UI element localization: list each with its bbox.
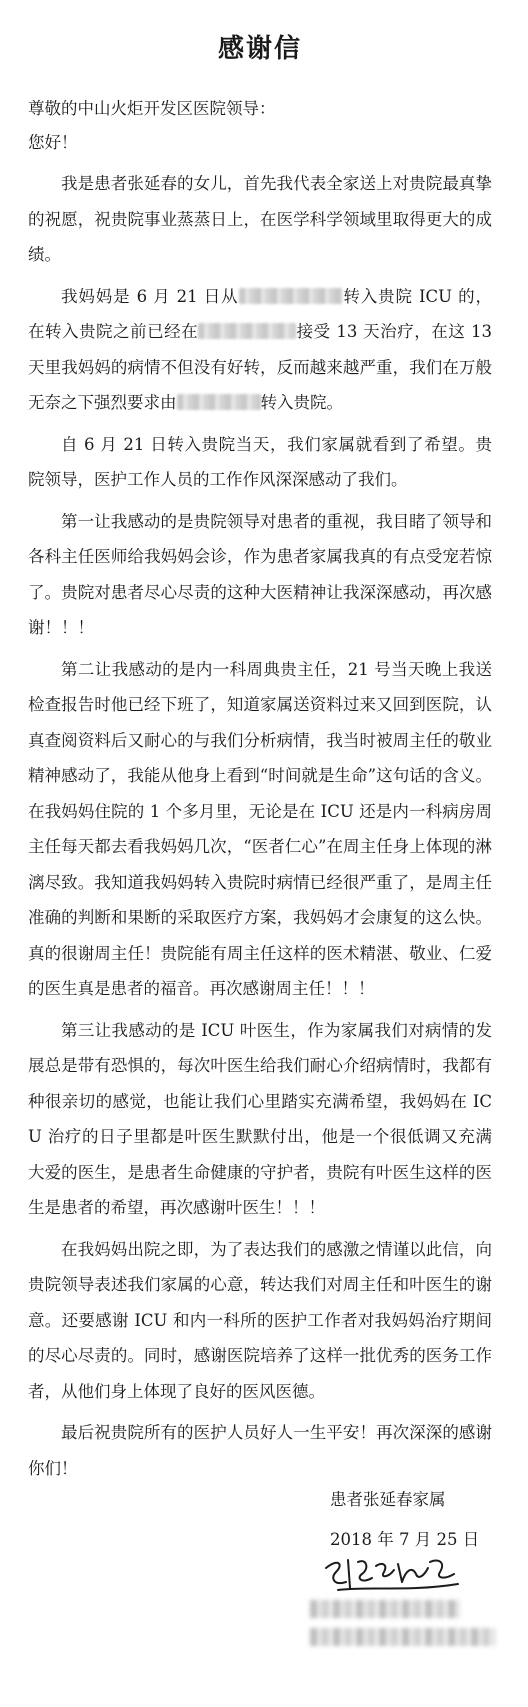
signoff-name: 患者张延春家属 [330, 1490, 446, 1509]
paragraph-3: 自 6 月 21 日转入贵院当天，我们家属就看到了希望。贵院领导，医护工作人员的工作作风深深感动了我们。 [28, 434, 492, 489]
signoff-date: 2018 年 7 月 25 日 [330, 1530, 480, 1549]
paragraph-5: 第二让我感动的是内一科周典贵主任，21 号当天晚上我送检查报告时他已经下班了，知道家属送资料过来又回到医院，认真查阅资料后又耐心的与我们分析病情，我当时被周主任的敬业精神感动了，我能从他身上看到“时间就是生命”这句话的含义。在我妈妈住院的 1 个多月里，无论是在 ICU 还是内一科病房周主任每天都去看我妈妈几次，“医者仁心”在周主任身上体现的淋漓尽致。我知道我妈妈转入贵院时病情已经很严重了，是周主任准确的判断和果断的采取医疗方案，我妈妈才会康复的这么快。真的很谢周主任！贵院能有周主任这样的医术精湛、敬业、仁爱的医生真是患者的福音。再次感谢周主任！！！ [28, 659, 492, 998]
redacted-hospital-name [177, 394, 261, 410]
salutation: 尊敬的中山火炬开发区医院领导： [28, 99, 276, 118]
redacted-contact-info [310, 1600, 500, 1660]
paragraph-2 [28, 279, 492, 421]
redacted-hospital-name [239, 288, 343, 304]
letter-title: 感谢信 [217, 34, 302, 64]
paragraph-6: 第三让我感动的是 ICU 叶医生，作为家属我们对病情的发展总是带有恐惧的，每次叶医生给我们耐心介绍病情时，我都有种很亲切的感觉，也能让我们心里踏实充满希望，我妈妈在 ICU 治疗的日子里都是叶医生默默付出，他是一个很低调又充满大爱的医生，是患者生命健康的守护者，贵院有叶医生这样的医生是患者的希望，再次感谢叶医生！！！ [28, 1020, 492, 1217]
paragraph-1: 我是患者张延春的女儿，首先我代表全家送上对贵院最真挚的祝愿，祝贵院事业蒸蒸日上，在医学科学领域里取得更大的成绩。 [28, 174, 492, 264]
redacted-hospital-name [198, 323, 296, 339]
paragraph-2-part-c: 接受 13 天治疗，在这 13 天里我妈妈的病情不但没有好转，反而越来越严重，我们在万般无奈之下强烈要求由 [28, 322, 492, 412]
paragraph-7: 在我妈妈出院之即，为了表达我们的感激之情谨以此信，向贵院领导表述我们家属的心意，转达我们对周主任和叶医生的谢意。还要感谢 ICU 和内一科所的医护工作者对我妈妈治疗期间的尽心尽责的。同时，感谢医院培养了这样一批优秀的医务工作者，从他们身上体现了良好的医风医德。 [28, 1239, 492, 1401]
greeting: 您好！ [28, 133, 78, 152]
paragraph-4: 第一让我感动的是贵院领导对患者的重视，我目睹了领导和各科主任医师给我妈妈会诊，作为患者家属我真的有点受宠若惊了。贵院对患者尽心尽责的这种大医精神让我深深感动，再次感谢！！！ [28, 511, 492, 637]
signoff [330, 1482, 479, 1558]
paragraph-2-part-a: 我妈妈是 6 月 21 日从 [61, 286, 239, 306]
paragraph-8: 最后祝贵院所有的医护人员好人一生平安！再次深深的感谢你们！ [28, 1423, 492, 1478]
paragraph-2-part-b: 转入贵院 ICU 的，在转入贵院之前已经在 [28, 286, 492, 341]
handwritten-signature [318, 1548, 468, 1596]
paragraph-2-part-d: 转入贵院。 [260, 393, 343, 412]
